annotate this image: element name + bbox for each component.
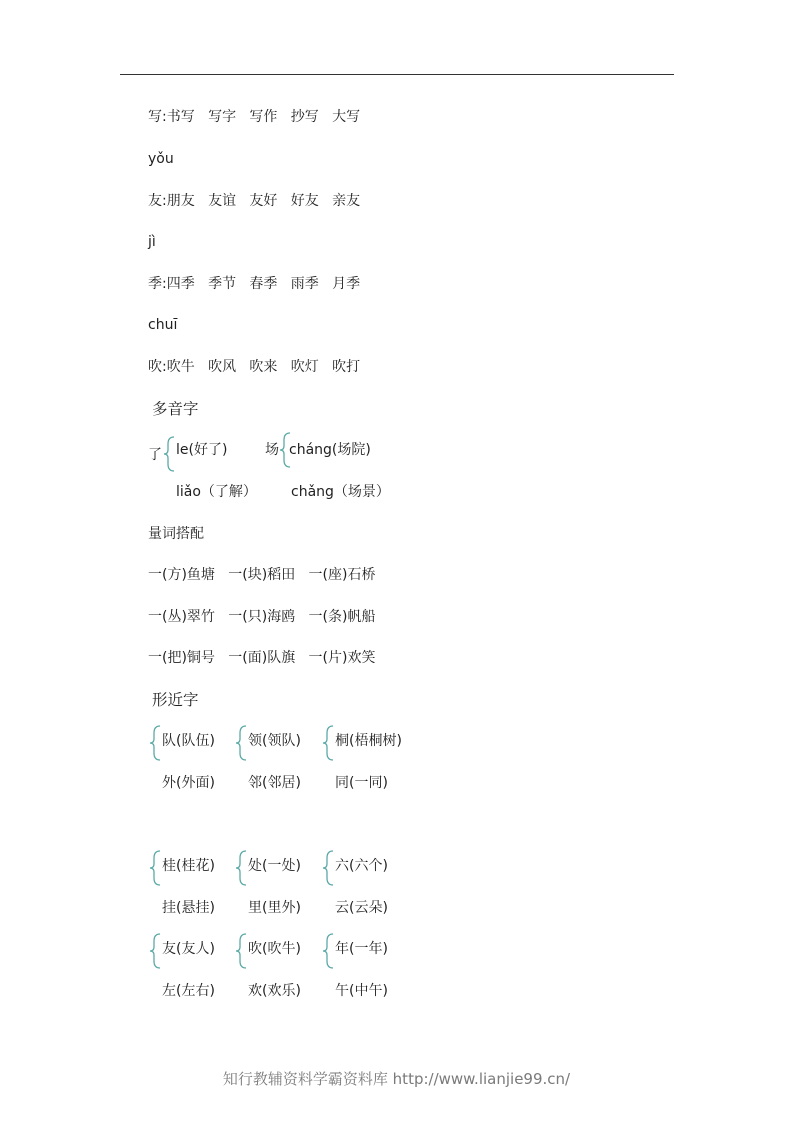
polyphonic-reading-chang2: cháng(场院) (289, 442, 371, 458)
brace-icon (235, 850, 247, 886)
similar-bottom: 同(一同) (335, 775, 388, 791)
brace-icon (322, 725, 334, 761)
similar-bottom: 午(中午) (335, 983, 388, 999)
vocab-line-chui: 吹:吹牛 吹风 吹来 吹灯 吹打 (148, 359, 361, 375)
similar-top: 领(领队) (248, 733, 301, 749)
similar-top: 年(一年) (335, 941, 388, 957)
brace-icon (149, 725, 161, 761)
similar-top: 友(友人) (162, 941, 215, 957)
similar-bottom: 外(外面) (162, 775, 215, 791)
polyphonic-char-chang: 场 (265, 442, 279, 458)
similar-top: 桐(梧桐树) (335, 733, 402, 749)
polyphonic-reading-chang3: chǎng（场景） (291, 484, 390, 500)
similar-bottom: 云(云朵) (335, 900, 388, 916)
measure-row: 一(丛)翠竹 一(只)海鸥 一(条)帆船 (148, 609, 376, 625)
polyphonic-heading: 多音字 (152, 400, 199, 418)
vocab-line-ji: 季:四季 季节 春季 雨季 月季 (148, 276, 361, 292)
measure-row: 一(把)铜号 一(面)队旗 一(片)欢笑 (148, 650, 376, 666)
brace-icon (149, 850, 161, 886)
measure-heading: 量词搭配 (148, 526, 204, 542)
brace-icon (322, 850, 334, 886)
similar-bottom: 邻(邻居) (248, 775, 301, 791)
similar-top: 队(队伍) (162, 733, 215, 749)
similar-bottom: 挂(悬挂) (162, 900, 215, 916)
vocab-line-xie: 写:书写 写字 写作 抄写 大写 (148, 109, 361, 125)
vocab-pinyin-chui: chuī (148, 317, 178, 333)
similar-top: 处(一处) (248, 858, 301, 874)
measure-row: 一(方)鱼塘 一(块)稻田 一(座)石桥 (148, 567, 376, 583)
polyphonic-reading-liao: liǎo（了解） (176, 484, 257, 500)
similar-top: 吹(吹牛) (248, 941, 301, 957)
footer-watermark: 知行教辅资料学霸资料库 http://www.lianjie99.cn/ (222, 1070, 571, 1088)
vocab-pinyin-you: yǒu (148, 151, 174, 167)
similar-top: 桂(桂花) (162, 858, 215, 874)
similar-top: 六(六个) (335, 858, 388, 874)
polyphonic-char-le: 了 (148, 447, 162, 463)
similar-bottom: 欢(欢乐) (248, 983, 301, 999)
brace-icon (235, 933, 247, 969)
polyphonic-reading-le: le(好了) (176, 442, 228, 458)
brace-icon (149, 933, 161, 969)
vocab-line-you: 友:朋友 友谊 友好 好友 亲友 (148, 193, 361, 209)
top-rule (120, 74, 674, 75)
similar-bottom: 里(里外) (248, 900, 301, 916)
similar-heading: 形近字 (152, 691, 199, 709)
vocab-pinyin-ji: jì (148, 234, 156, 250)
brace-icon (322, 933, 334, 969)
brace-icon (163, 436, 175, 472)
brace-icon (235, 725, 247, 761)
similar-bottom: 左(左右) (162, 983, 215, 999)
